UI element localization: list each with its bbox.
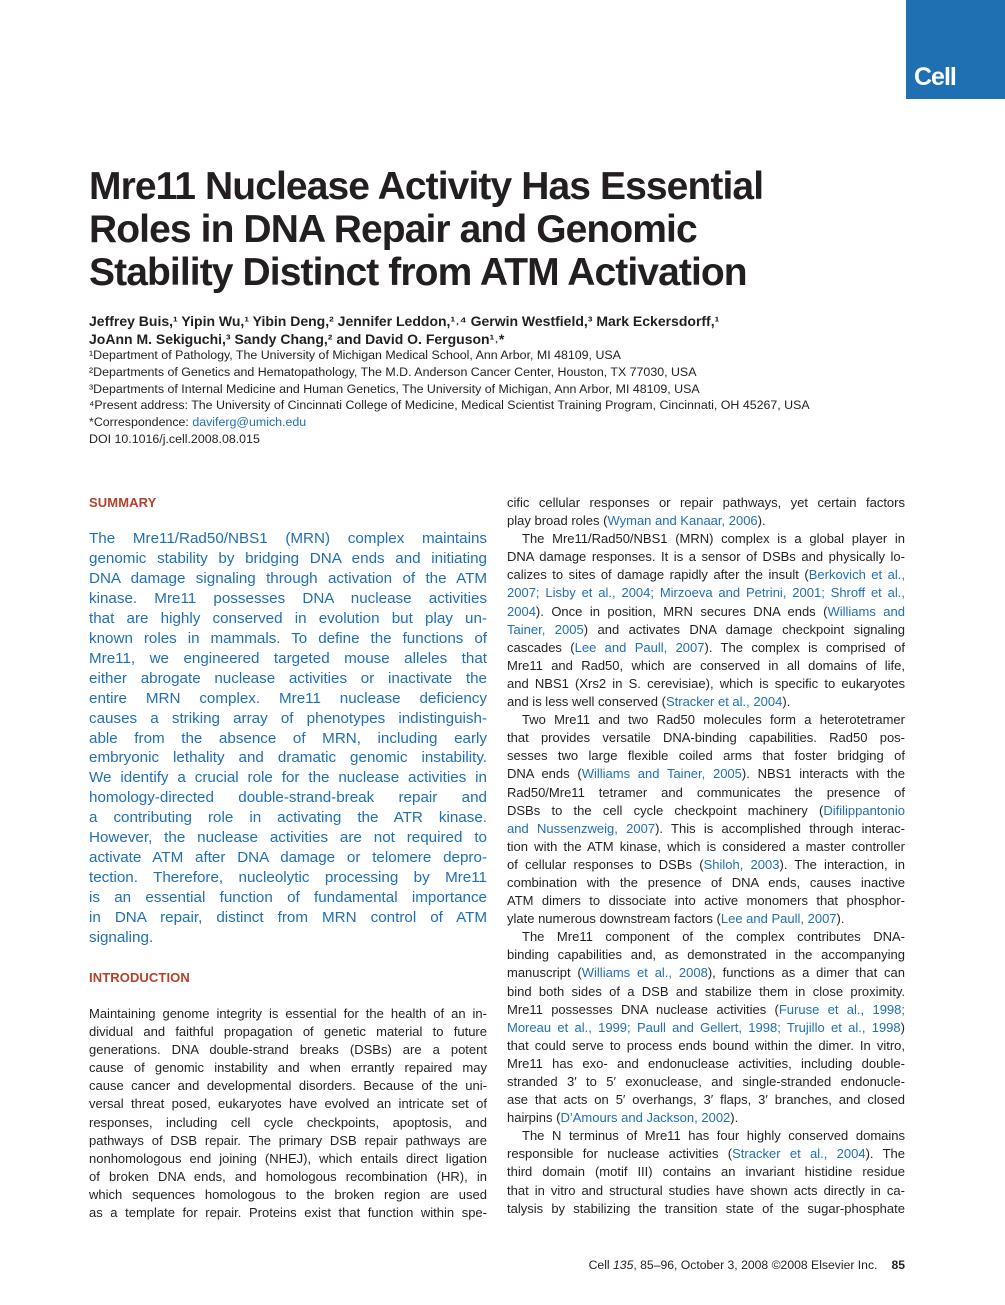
text-line: entire MRN complex. Mre11 nuclease deficiency (89, 689, 487, 707)
citation-link[interactable]: D’Amours and Jackson, 2002 (560, 1110, 731, 1126)
citation-link[interactable]: Stracker et al., 2004 (732, 1146, 866, 1162)
doi: DOI 10.1016/j.cell.2008.08.015 (89, 431, 260, 446)
title-line: Stability Distinct from ATM Activation (89, 251, 747, 294)
citation-link[interactable]: Williams and (827, 603, 905, 619)
text-line: a contributing role in activating the ATR kinase. (89, 809, 487, 827)
text-line: stranded 3′ to 5′ exonuclease, and single-stranded endonucle- (507, 1074, 905, 1089)
title-line: Roles in DNA Repair and Genomic (89, 208, 697, 251)
citation-link[interactable]: Shiloh, 2003 (703, 856, 780, 872)
text-line: DNA damage signaling through activation of the ATM (89, 569, 487, 587)
citation-link[interactable]: Tainer, 2005 (507, 621, 584, 637)
text-line: DSBs to the cell cycle checkpoint machinery (Difilippantonio (507, 802, 905, 818)
text-line: The Mre11 component of the complex contributes DNA- (522, 929, 905, 945)
correspondence-label: *Correspondence: (89, 415, 193, 430)
text-line: DNA damage responses. It is a sensor of DSBs and physically lo- (507, 549, 905, 565)
text-line: causes a striking array of phenotypes indistinguish- (89, 709, 487, 727)
affiliation: ¹Department of Pathology, The University of Michigan Medical School, Ann Arbor, MI 48109, USA (89, 348, 621, 362)
author-line: Jeffrey Buis,¹ Yipin Wu,¹ Yibin Deng,² Jennifer Leddon,¹˒⁴ Gerwin Westfield,³ Mark Eckersdorff,¹ (89, 313, 720, 329)
text-line: Two Mre11 and two Rad50 molecules form a heterotetramer (522, 712, 905, 728)
text-line: The N terminus of Mre11 has four highly conserved domains (522, 1128, 905, 1144)
text-line: ATM dimers to dissociate into active monomers that phosphor- (507, 893, 905, 909)
text-line: manuscript (Williams et al., 2008), functions as a dimer that can (507, 965, 905, 981)
text-line: Maintaining genome integrity is essential for the health of an in- (89, 1006, 487, 1021)
text-line: ylate numerous downstream factors (Lee and Paull, 2007). (507, 911, 845, 927)
text-line: Mre11 has exo- and endonuclease activities, including double- (507, 1055, 905, 1071)
citation-link[interactable]: Lee and Paull, 2007 (574, 639, 705, 655)
text-line: that provides versatile DNA-binding capabilities. Rad50 pos- (507, 730, 905, 746)
text-line: tection. Therefore, nucleolytic processing by Mre11 (89, 869, 487, 887)
text-line: binding capabilities and, as demonstrated in the accompanying (507, 947, 905, 963)
text-line: talysis by stabilizing the transition state of the sugar-phosphate (507, 1200, 905, 1216)
title-line: Mre11 Nuclease Activity Has Essential (89, 165, 764, 208)
page-number: 85 (891, 1258, 905, 1272)
affiliations (89, 347, 919, 448)
text-line: We identify a crucial role for the nuclease activities in (89, 769, 487, 787)
author-list (89, 312, 919, 348)
summary-heading: SUMMARY (89, 495, 157, 510)
text-line: sesses two large flexible coiled arms that foster bridging of (507, 748, 905, 764)
text-line: Mre11, we engineered targeted mouse alleles that (89, 649, 487, 667)
text-line: tion with the ATM kinase, which is considered a master controller (507, 838, 905, 854)
text-line: third domain (motif III) contains an invariant histidine residue (507, 1164, 905, 1180)
text-line: combination with the presence of DNA ends, causes inactive (507, 874, 905, 890)
introduction-text (89, 1005, 487, 1222)
affiliation: ⁴Present address: The University of Cincinnati College of Medicine, Medical Scientist Training Program, Cincinnati, OH 45267, USA (89, 398, 810, 413)
summary-text (89, 529, 487, 948)
affiliation: ³Departments of Internal Medicine and Human Genetics, The University of Michigan, Ann Arbor, MI 48109, USA (89, 381, 700, 396)
article-title (89, 165, 889, 294)
text-line: as a template for repair. Proteins exist that function within spe- (89, 1205, 487, 1221)
text-line: responsible for nuclease activities (Stracker et al., 2004). The (507, 1146, 905, 1162)
text-line: Mre11 and Rad50, which are conserved in all domains of life, (507, 657, 905, 673)
citation-link[interactable]: and Nussenzweig, 2007 (507, 820, 656, 836)
citation-link[interactable]: Wyman and Kanaar, 2006 (607, 513, 758, 529)
text-line: play broad roles (Wyman and Kanaar, 2006). (507, 513, 766, 529)
text-line: nonhomologous end joining (NHEJ), which entails direct ligation (89, 1150, 487, 1166)
text-line: that could serve to process ends bound within the dimer. In vitro, (507, 1037, 905, 1053)
text-line: Moreau et al., 1999; Paull and Gellert, 1998; Trujillo et al., 1998) (507, 1019, 905, 1035)
text-line: is an essential function of fundamental importance (89, 889, 487, 907)
text-line: and NBS1 (Xrs2 in S. cerevisiae), which is specific to eukaryotes (507, 675, 905, 691)
text-line: hairpins (D’Amours and Jackson, 2002). (507, 1110, 739, 1126)
journal-logo: Cell (914, 63, 956, 91)
citation-link[interactable]: 2007; Lisby et al., 2004; Mirzoeva and Petrini, 2001; Shroff et al., (507, 585, 905, 601)
text-line: of cellular responses to DSBs (Shiloh, 2003). The interaction, in (507, 856, 906, 872)
text-line: ase that acts on 5′ overhangs, 3′ flaps, 3′ branches, and closed (507, 1092, 905, 1108)
text-line: Mre11 possesses DNA nuclease activities (Furuse et al., 1998; (507, 1001, 905, 1017)
text-line: and Nussenzweig, 2007). This is accomplished through interac- (507, 820, 905, 836)
text-line: known roles in mammals. To define the functions of (89, 629, 487, 647)
text-line: homology-directed double-strand-break repair and (89, 789, 487, 807)
text-line: of broken DNA ends, and homologous recombination (HR), in (89, 1168, 487, 1184)
text-line: cific cellular responses or repair pathways, yet certain factors (507, 495, 905, 510)
text-line: 2004). Once in position, MRN secures DNA ends (Williams and (507, 603, 905, 619)
text-line: pathways of DSB repair. The primary DSB repair pathways are (89, 1132, 487, 1148)
citation-link[interactable]: Berkovich et al., (808, 567, 905, 583)
text-line: activate ATM after DNA damage or telomere depro- (89, 849, 487, 867)
text-line: versal threat posed, eukaryotes have evolved an intricate set of (89, 1096, 487, 1112)
text-line: which sequences homologous to the broken region are used (89, 1186, 487, 1202)
citation-link[interactable]: Lee and Paull, 2007 (720, 911, 837, 927)
text-line: cause of genomic instability and when errantly repaired may (89, 1060, 487, 1076)
citation-link[interactable]: Furuse et al., 1998; (778, 1001, 905, 1017)
text-line: cascades (Lee and Paull, 2007). The complex is comprised of (507, 639, 905, 655)
citation-link[interactable]: Williams and Tainer, 2005 (581, 766, 742, 782)
affiliation: ²Departments of Genetics and Hematopathology, The M.D. Anderson Cancer Center, Houston, TX 77030, USA (89, 364, 697, 379)
text-line: However, the nuclease activities are not required to (89, 829, 487, 847)
introduction-heading: INTRODUCTION (89, 970, 190, 985)
citation-link[interactable]: Williams et al., 2008 (581, 965, 708, 981)
text-line: either abrogate nuclease activities or inactivate the (89, 669, 487, 687)
correspondence-email-link[interactable]: daviferg@umich.edu (192, 415, 307, 430)
text-line: calizes to sites of damage rapidly after the insult (Berkovich et al., (507, 567, 905, 583)
text-line: bind both sides of a DSB and stabilize them in close proximity. (507, 983, 905, 999)
page-footer (0, 1257, 905, 1273)
text-line: dividual and faithful propagation of genetic material to future (89, 1024, 487, 1040)
text-line: Rad50/Mre11 tetramer and communicates the presence of (507, 784, 905, 800)
text-line: cause cancer and developmental disorders. Because of the uni- (89, 1078, 487, 1094)
text-line: that are highly conserved in evolution but play un- (89, 609, 487, 627)
text-line: in DNA repair, distinct from MRN control of ATM (89, 909, 487, 927)
text-line: Tainer, 2005) and activates DNA damage checkpoint signaling (507, 621, 905, 637)
citation-link[interactable]: 2004 (507, 603, 536, 619)
text-line (507, 584, 905, 602)
text-line: genomic stability by bridging DNA ends and initiating (89, 549, 487, 567)
column-two-text (507, 494, 905, 1218)
text-line: signaling. (89, 929, 154, 947)
citation-link[interactable]: Difilippantonio (823, 802, 905, 818)
text-line: The Mre11/Rad50/NBS1 (MRN) complex maintains (89, 530, 487, 547)
text-line: The Mre11/Rad50/NBS1 (MRN) complex is a global player in (522, 531, 905, 547)
correspondence (89, 414, 919, 431)
footer-citation: Cell 135, 85–96, October 3, 2008 ©2008 Elsevier Inc. (588, 1258, 878, 1272)
text-line: DNA ends (Williams and Tainer, 2005). NBS1 interacts with the (507, 766, 905, 782)
text-line: that in vitro and structural studies have shown acts directly in ca- (507, 1182, 905, 1198)
text-line: generations. DNA double-strand breaks (DSBs) are a potent (89, 1042, 487, 1058)
citation-link[interactable]: Moreau et al., 1999; Paull and Gellert, 1998; Trujillo et al., 1998 (507, 1019, 901, 1035)
author-line: JoAnn M. Sekiguchi,³ Sandy Chang,² and David O. Ferguson¹˒* (89, 331, 505, 347)
text-line: kinase. Mre11 possesses DNA nuclease activities (89, 589, 487, 607)
text-line: and is less well conserved (Stracker et al., 2004). (507, 694, 791, 710)
text-line: able from the absence of MRN, including early (89, 729, 487, 747)
text-line: embryonic lethality and dramatic genomic instability. (89, 749, 487, 767)
text-line: responses, including cell cycle checkpoints, apoptosis, and (89, 1114, 487, 1130)
citation-link[interactable]: Stracker et al., 2004 (665, 694, 783, 710)
